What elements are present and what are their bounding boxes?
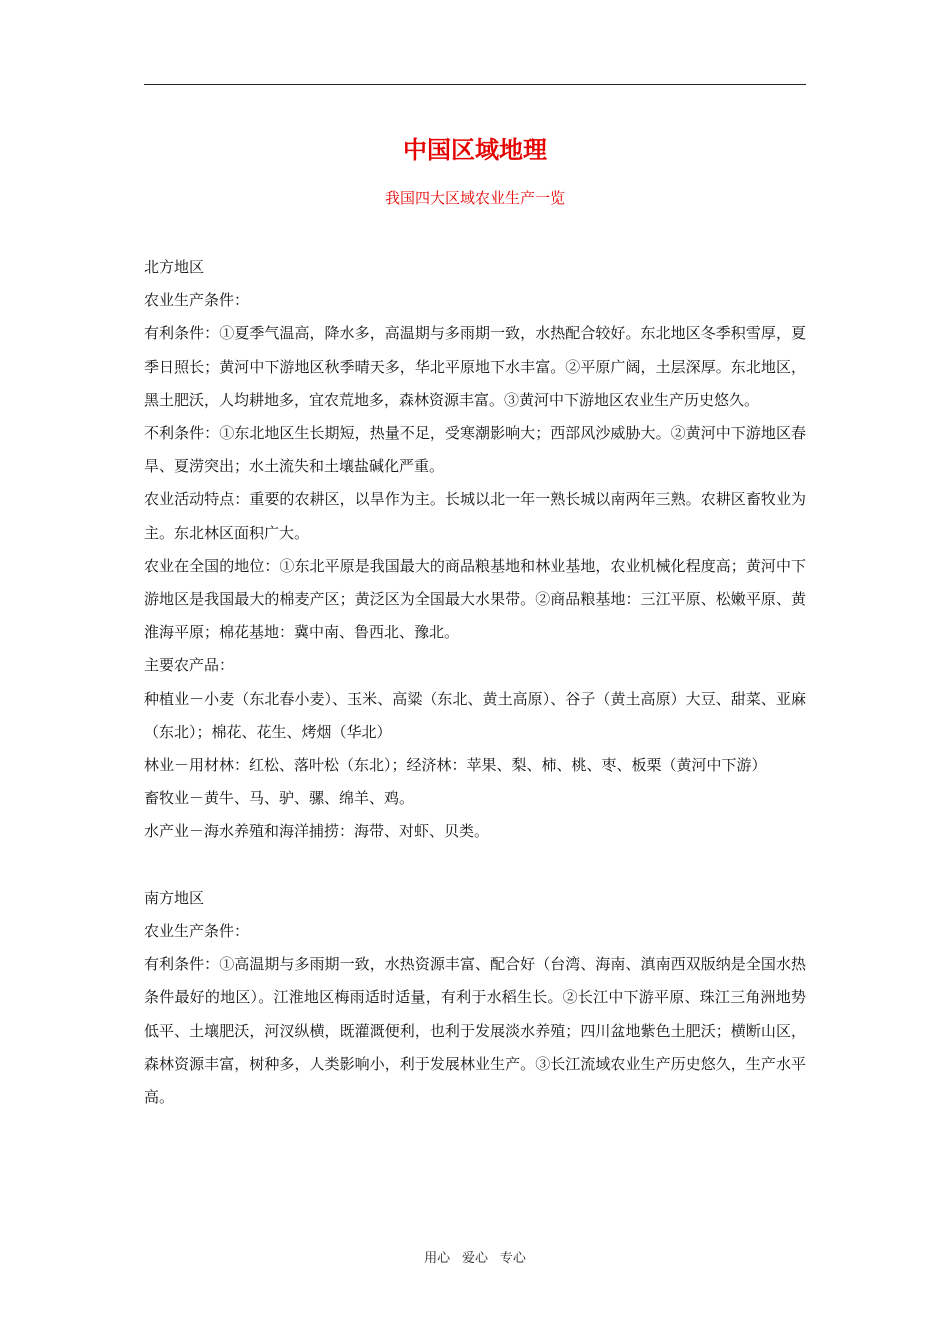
north-fishery: 水产业－海水养殖和海洋捕捞：海带、对虾、贝类。 bbox=[144, 822, 490, 841]
north-conditions-label: 农业生产条件： bbox=[144, 291, 250, 310]
page-subtitle: 我国四大区域农业生产一览 bbox=[384, 189, 565, 207]
page-title: 中国区域地理 bbox=[403, 136, 547, 164]
section-heading-north: 北方地区 bbox=[144, 258, 205, 276]
section-spacer bbox=[144, 849, 806, 882]
north-favorable-conditions: 有利条件：①夏季气温高，降水多，高温期与多雨期一致，水热配合较好。东北地区冬季积雪厚，夏季日照长；黄河中下游地区秋季晴天多，华北平原地下水丰富。②平原广阔，土层深厚。东北地区，黑土肥沃，人均耕地多，宜农荒地多，森林资源丰富。③黄河中下游地区农业生产历史悠久。 bbox=[144, 324, 806, 409]
document-body bbox=[144, 251, 806, 1114]
section-heading-south: 南方地区 bbox=[144, 888, 205, 907]
north-husbandry: 畜牧业－黄牛、马、驴、骡、绵羊、鸡。 bbox=[144, 789, 415, 808]
north-unfavorable-conditions: 不利条件：①东北地区生长期短，热量不足，受寒潮影响大；西部风沙威胁大。②黄河中下游地区春旱、夏涝突出；水土流失和土壤盐碱化严重。 bbox=[144, 424, 806, 476]
north-national-status: 农业在全国的地位：①东北平原是我国最大的商品粮基地和林业基地，农业机械化程度高；黄河中下游地区是我国最大的棉麦产区；黄泛区为全国最大水果带。②商品粮基地：三江平原、松嫩平原、黄淮海平原；棉花基地：冀中南、鲁西北、豫北。 bbox=[144, 556, 806, 642]
header-rule bbox=[144, 84, 806, 85]
north-planting: 种植业－小麦（东北春小麦）、玉米、高粱（东北、黄土高原）、谷子（黄土高原）大豆、甜菜、亚麻（东北）；棉花、花生、烤烟（华北） bbox=[144, 689, 806, 741]
south-favorable-conditions: 有利条件：①高温期与多雨期一致，水热资源丰富、配合好（台湾、海南、滇南西双版纳是全国水热条件最好的地区）。江淮地区梅雨适时适量，有利于水稻生长。②长江中下游平原、珠江三角洲地势低平、土壤肥沃，河汊纵横，既灌溉便利，也利于发展淡水养殖；四川盆地紫色土肥沃；横断山区，森林资源丰富，树种多，人类影响小，利于发展林业生产。③长江流域农业生产历史悠久，生产水平高。 bbox=[144, 955, 806, 1107]
north-activity-features: 农业活动特点：重要的农耕区，以旱作为主。长城以北一年一熟长城以南两年三熟。农耕区畜牧业为主。东北林区面积广大。 bbox=[144, 490, 806, 542]
page-footer: 用心 爱心 专心 bbox=[424, 1251, 526, 1266]
north-products-label: 主要农产品： bbox=[144, 656, 235, 675]
north-forestry: 林业－用材林：红松、落叶松（东北）；经济林：苹果、梨、柿、桃、枣、板栗（黄河中下游） bbox=[144, 756, 767, 775]
south-conditions-label: 农业生产条件： bbox=[144, 922, 250, 941]
